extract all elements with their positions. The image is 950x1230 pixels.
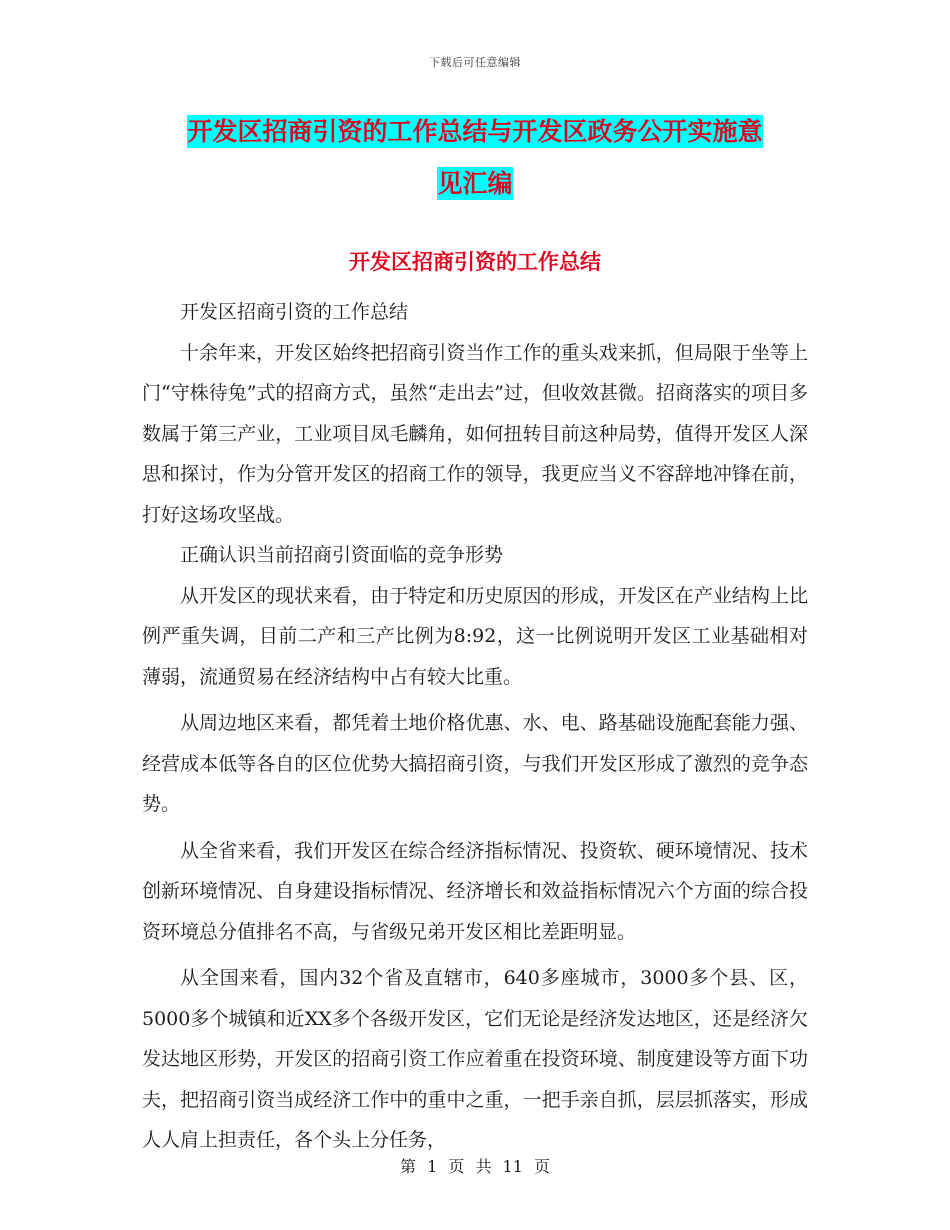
header-note: 下载后可任意编辑 [429, 56, 521, 69]
document-title-line-2: 见汇编 [437, 169, 513, 198]
page-number: 第 1 页 共 11 页 [400, 1157, 550, 1176]
paragraph-heading: 正确认识当前招商引资面临的竞争形势 [180, 544, 504, 566]
paragraph: 从周边地区来看，都凭着土地价格优惠、水、电、路基础设施配套能力强、经营成本低等各自的区位优势大搞招商引资，与我们开发区形成了激烈的竞争态势。 [142, 712, 808, 815]
section-title: 开发区招商引资的工作总结 [349, 250, 601, 274]
document-title [140, 106, 810, 210]
paragraph-subtitle: 开发区招商引资的工作总结 [180, 301, 409, 323]
paragraph: 十余年来，开发区始终把招商引资当作工作的重头戏来抓，但局限于坐等上门“守株待兔”式的招商方式，虽然“走出去”过，但收效甚微。招商落实的项目多数属于第三产业，工业项目凤毛麟角，如何扭转目前这种局势，值得开发区人深思和探讨，作为分管开发区的招商工作的领导，我更应当义不容辞地冲锋在前，打好这场攻坚战。 [142, 341, 808, 526]
document-body [142, 292, 808, 1161]
paragraph: 从全国来看，国内32个省及直辖市，640多座城市，3000多个县、区，5000多个城镇和近XX多个各级开发区，它们无论是经济发达地区，还是经济欠发达地区形势，开发区的招商引资工作应着重在投资环境、制度建设等方面下功夫，把招商引资当成经济工作中的重中之重，一把手亲自抓，层层抓落实，形成人人肩上担责任，各个头上分任务， [142, 967, 808, 1151]
paragraph: 从全省来看，我们开发区在综合经济指标情况、投资软、硬环境情况、技术创新环境情况、自身建设指标情况、经济增长和效益指标情况六个方面的综合投资环境总分值排名不高，与省级兄弟开发区相比差距明显。 [142, 839, 808, 943]
paragraph: 从开发区的现状来看，由于特定和历史原因的形成，开发区在产业结构上比例严重失调，目前二产和三产比例为8:92，这一比例说明开发区工业基础相对薄弱，流通贸易在经济结构中占有较大比重。 [142, 584, 808, 688]
document-title-line-1: 开发区招商引资的工作总结与开发区政务公开实施意 [187, 117, 763, 146]
